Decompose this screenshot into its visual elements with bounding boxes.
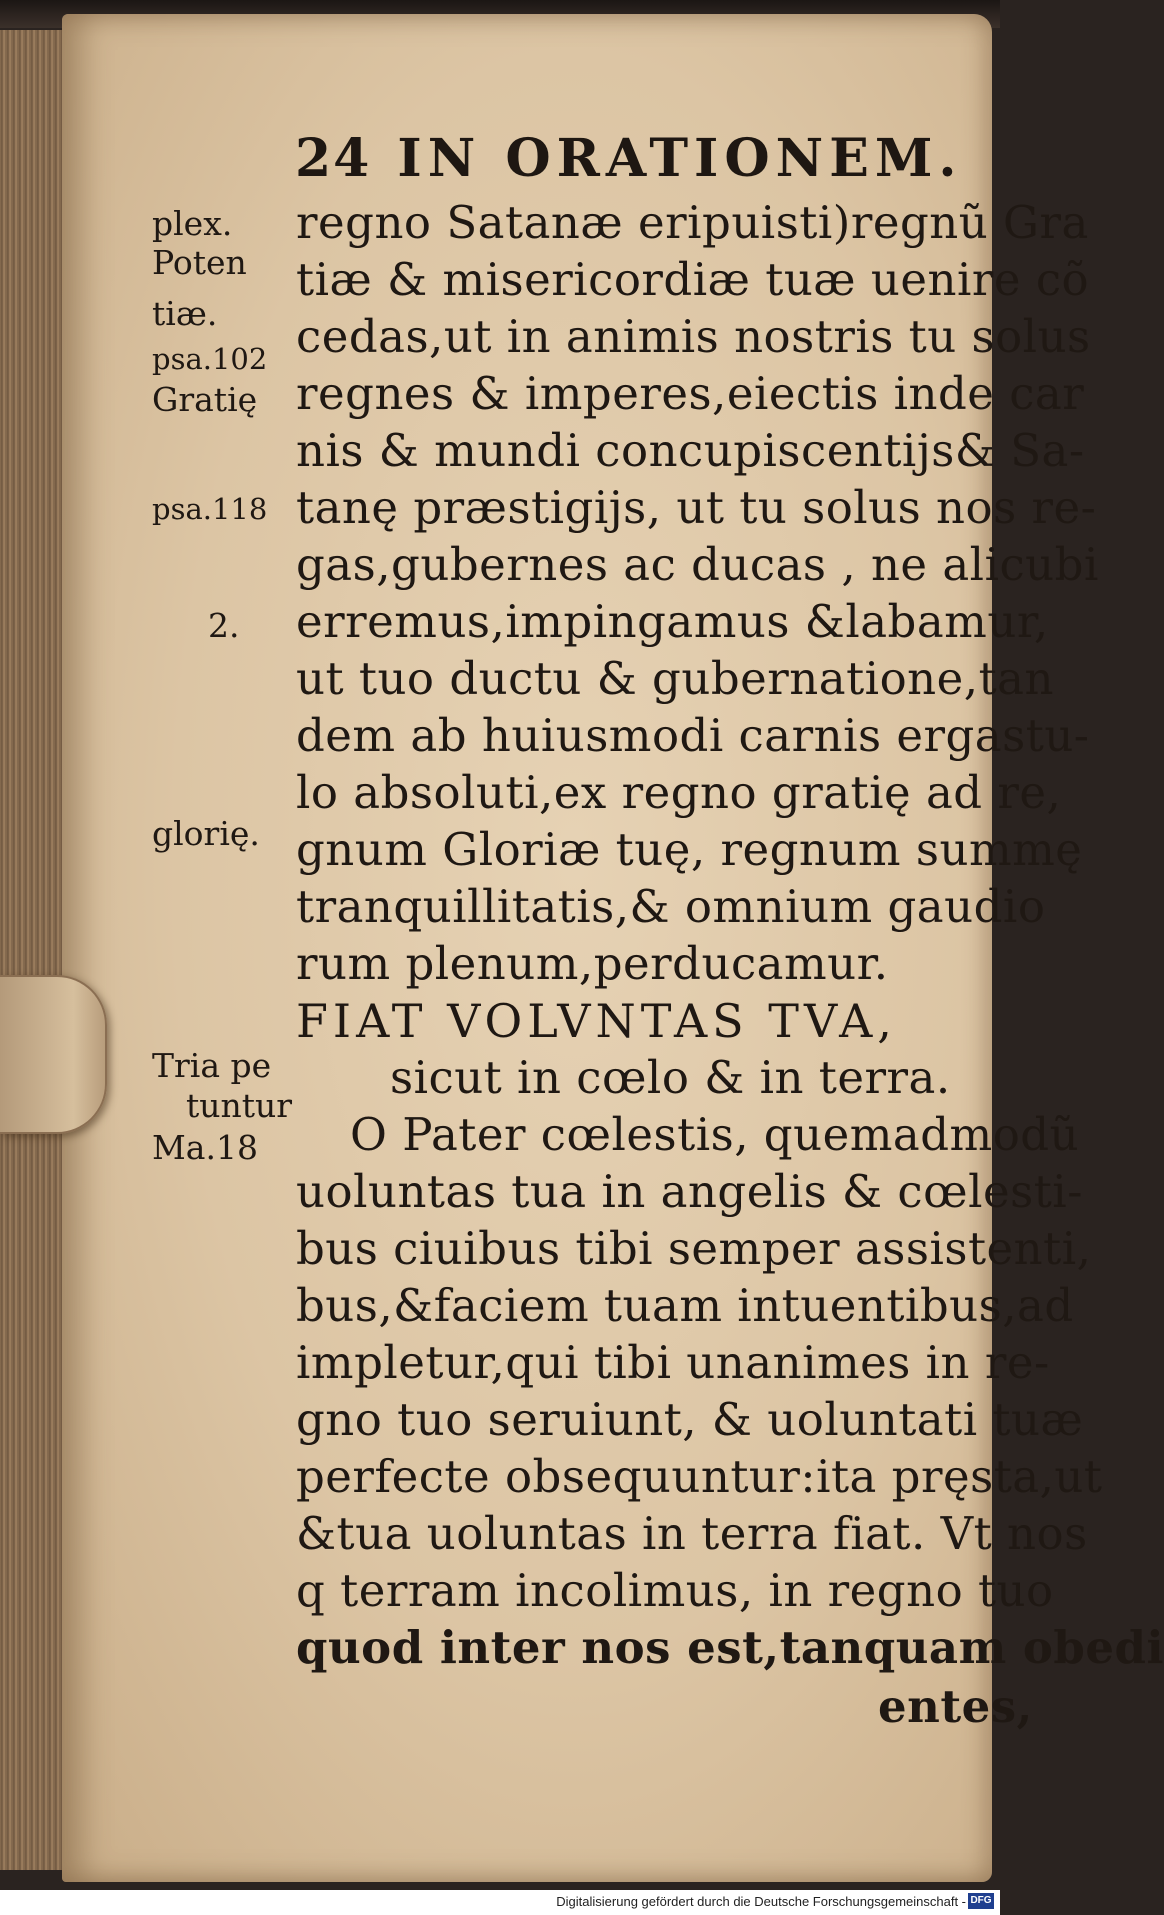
text-line: bus,&faciem tuam intuentibus,ad bbox=[296, 1279, 1074, 1332]
text-line: ut tuo ductu & gubernatione,tan bbox=[296, 652, 1054, 705]
section-heading: FIAT VOLVNTAS TVA, bbox=[296, 994, 897, 1048]
margin-note: Gratię bbox=[152, 380, 258, 419]
margin-note: Poten bbox=[152, 243, 247, 282]
margin-note: 2. bbox=[208, 606, 240, 645]
dfg-logo: DFG bbox=[968, 1893, 994, 1909]
text-line: tiæ & misericordiæ tuæ uenire cõ bbox=[296, 253, 1090, 306]
text-line: lo absoluti,ex regno gratię ad re, bbox=[296, 766, 1062, 819]
margin-note: tuntur bbox=[186, 1086, 293, 1125]
margin-note: Tria pe bbox=[152, 1046, 272, 1085]
running-head bbox=[295, 128, 995, 189]
text-line: perfecte obsequuntur:ita pręsta,ut bbox=[296, 1450, 1103, 1503]
text-line: erremus,impingamus &labamur, bbox=[296, 595, 1049, 648]
text-line: O Pater cœlestis, quemadmodũ bbox=[350, 1108, 1080, 1161]
text-line: gas,gubernes ac ducas , ne alicubi bbox=[296, 538, 1099, 591]
margin-note: psa.118 bbox=[152, 492, 268, 526]
text-line: tranquillitatis,& omnium gaudio bbox=[296, 880, 1046, 933]
book-clasp bbox=[0, 975, 107, 1134]
text-line: gno tuo seruiunt, & uoluntati tuæ bbox=[296, 1393, 1084, 1446]
text-line: nis & mundi concupiscentijs& Sa- bbox=[296, 424, 1085, 477]
digitization-credit: Digitalisierung gefördert durch die Deutsche Forschungsgemeinschaft - bbox=[556, 1894, 966, 1909]
text-line: tanę præstigijs, ut tu solus nos re- bbox=[296, 481, 1097, 534]
text-line: uoluntas tua in angelis & cœlesti- bbox=[296, 1165, 1083, 1218]
text-line: q terram incolimus, in regno tuo bbox=[296, 1564, 1054, 1617]
page-number: 24 bbox=[295, 128, 372, 189]
section-subheading: sicut in cœlo & in terra. bbox=[390, 1051, 951, 1104]
margin-note: plex. bbox=[152, 204, 233, 243]
margin-note: tiæ. bbox=[152, 294, 218, 333]
text-line: impletur,qui tibi unanimes in re- bbox=[296, 1336, 1050, 1389]
text-line: dem ab huiusmodi carnis ergastu- bbox=[296, 709, 1090, 762]
text-line: &tua uoluntas in terra fiat. Vt nos bbox=[296, 1507, 1088, 1560]
text-line: gnum Gloriæ tuę, regnum summę bbox=[296, 823, 1083, 876]
text-line: rum plenum,perducamur. bbox=[296, 937, 889, 990]
catchword: entes, bbox=[878, 1680, 1033, 1733]
margin-note: psa.102 bbox=[152, 342, 268, 376]
text-line: regnes & imperes,eiectis inde car bbox=[296, 367, 1085, 420]
text-line: cedas,ut in animis nostris tu solus bbox=[296, 310, 1091, 363]
text-line: regno Satanæ eripuisti)regnũ Gra bbox=[296, 196, 1089, 249]
text-line: quod inter nos est,tanquam obedi bbox=[296, 1621, 1164, 1674]
margin-note: Ma.18 bbox=[152, 1128, 258, 1167]
text-line: bus ciuibus tibi semper assistenti, bbox=[296, 1222, 1092, 1275]
margin-note: glorię. bbox=[152, 814, 260, 853]
running-head-title: IN ORATIONEM. bbox=[397, 128, 963, 189]
